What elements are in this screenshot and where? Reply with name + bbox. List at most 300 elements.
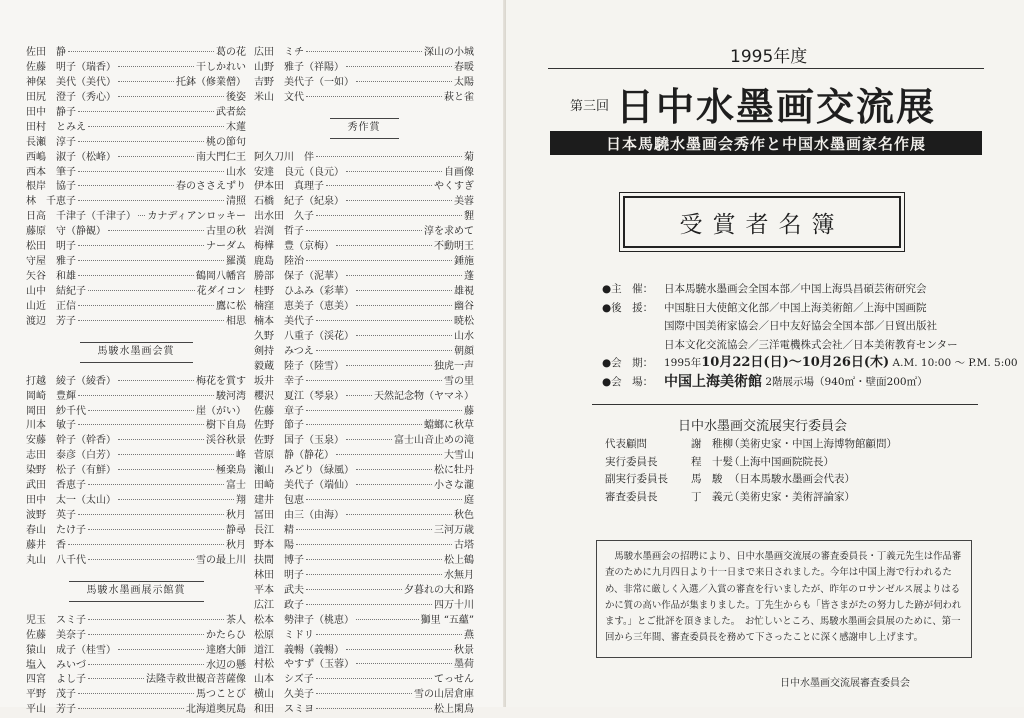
year-label: 1995年度	[730, 47, 808, 67]
work-title: 美蓉	[454, 196, 474, 208]
work-title: 雪の里	[444, 375, 474, 387]
artist-name: 櫻沢 夏江（琴泉）	[254, 390, 344, 402]
leader-dots	[118, 439, 204, 440]
work-title: 托鉢（修業僧）	[176, 76, 246, 88]
artist-name: 村松 やすず（玉蓉）	[254, 659, 355, 671]
leader-dots	[78, 185, 174, 186]
work-title: 花ダイコン	[196, 286, 246, 297]
leader-dots	[88, 559, 194, 560]
artist-name: 渡辺 芳子	[26, 315, 76, 327]
section-heading: 秀作賞	[254, 106, 474, 151]
work-title: 武者絵	[216, 106, 246, 118]
artist-name: 佐藤 美奈子	[26, 629, 86, 641]
award-entry	[254, 76, 474, 91]
artist-name: 林田 明子	[254, 569, 304, 581]
artist-name: 日高 千津子（千津子）	[26, 211, 136, 223]
artist-name: 伊本田 真理子	[254, 181, 324, 193]
committee-affiliation: （日本馬駿水墨画会代表）	[729, 473, 855, 485]
work-title: 雪の最上川	[196, 554, 246, 566]
leader-dots	[118, 156, 194, 157]
artist-name: 山近 正信	[26, 300, 76, 312]
artist-name: 根岸 協子	[26, 181, 76, 193]
section-heading: 馬駿水墨画会賞	[26, 330, 246, 375]
award-entry	[26, 644, 246, 659]
leader-dots	[316, 708, 432, 709]
artist-name: 野本 陽	[254, 539, 294, 551]
exhibition-title: 日中水墨画交流展	[616, 84, 937, 129]
leader-dots	[346, 649, 452, 650]
award-list-column-2	[254, 46, 474, 718]
artist-name: 神保 美代（美代）	[26, 76, 116, 88]
artist-name: 山本 シズ子	[254, 674, 314, 686]
artist-name: 佐野 節子	[254, 420, 304, 432]
award-entry	[254, 180, 474, 195]
artist-name: 広田 ミチ	[254, 47, 304, 58]
award-entry	[26, 464, 246, 479]
leader-dots	[356, 663, 452, 664]
award-entry	[254, 434, 474, 449]
leader-dots	[88, 126, 224, 127]
work-title: 梅花を賞す	[196, 375, 246, 387]
work-title: 蟷螂に秋草	[424, 420, 474, 432]
award-entry	[254, 46, 474, 61]
leader-dots	[316, 215, 462, 216]
artist-name: 矢谷 和雄	[26, 271, 76, 283]
merit-award-entries	[254, 151, 474, 718]
work-title: 大雪山	[444, 450, 474, 462]
award-entry	[254, 464, 474, 479]
work-title: カナディアンロッキー	[147, 211, 246, 223]
committee-person: 丁 義元	[691, 490, 733, 503]
work-title: 秋色	[454, 510, 474, 522]
award-entry	[254, 599, 474, 614]
work-title: 松に牡丹	[434, 465, 474, 477]
award-entry	[254, 673, 474, 688]
award-entry	[254, 300, 474, 315]
work-title: 水無月	[444, 569, 474, 581]
artist-name: 田中 太一（太山）	[26, 495, 116, 507]
artist-name: 鹿島 陸治	[254, 256, 304, 268]
leader-dots	[78, 275, 194, 276]
leader-dots	[356, 619, 419, 620]
general-entries	[254, 46, 474, 106]
leader-dots	[88, 619, 224, 620]
award-entry	[26, 61, 246, 76]
work-title: 松上閑鳥	[434, 704, 474, 716]
artist-name: 梅樺 豊（京梅）	[254, 241, 334, 253]
work-title: 菊	[464, 151, 474, 163]
artist-name: 藤原 守（静観）	[26, 226, 106, 238]
award-entry	[26, 285, 246, 300]
artist-name: 松本 勢津子（桃恵）	[254, 614, 354, 626]
work-title: 駿河湾	[216, 390, 246, 402]
work-title: 朝顔	[454, 345, 474, 357]
work-title: 秋景	[454, 644, 474, 656]
award-entry	[26, 434, 246, 449]
award-entry	[26, 703, 246, 718]
leader-dots	[118, 499, 234, 500]
leader-dots	[78, 424, 204, 425]
award-entry	[26, 524, 246, 539]
work-title: 幽谷	[454, 300, 474, 312]
artist-name: 打越 綾子（綾香）	[26, 375, 116, 387]
work-title: 秋月	[226, 510, 246, 522]
award-entry	[26, 659, 246, 674]
award-entry	[254, 166, 474, 181]
work-title: 不動明王	[434, 241, 474, 253]
work-title: 古塔	[454, 539, 474, 551]
award-entry	[26, 136, 246, 151]
work-title: 太陽	[454, 76, 474, 88]
award-entry	[26, 151, 246, 166]
award-entry	[254, 658, 474, 673]
work-title: 富士山音止めの滝	[394, 435, 474, 447]
leader-dots	[346, 365, 432, 366]
award-entry	[254, 479, 474, 494]
award-entry	[254, 494, 474, 509]
committee-role: 実行委員長	[605, 455, 658, 468]
leader-dots	[336, 245, 432, 246]
work-title: 後姿	[226, 91, 246, 103]
work-title: 藤	[464, 405, 474, 417]
work-title: 墨荷	[454, 659, 474, 671]
leader-dots	[78, 245, 204, 246]
leader-dots	[118, 380, 194, 381]
leader-dots	[306, 574, 442, 575]
leader-dots	[306, 604, 432, 605]
committee-affiliation: （美術史家・美術評論家）	[729, 490, 855, 503]
exhibition-award-entries	[26, 614, 246, 718]
artist-name: 山野 雅子（祥陽）	[254, 61, 344, 73]
work-title: 北海道奥尻島	[186, 704, 246, 716]
leader-dots	[88, 290, 195, 291]
committee-affiliation: （美術史家・中国上海博物館顧問）	[729, 438, 897, 450]
leader-dots	[78, 305, 214, 306]
leader-dots	[306, 380, 442, 381]
work-title: 春暖	[454, 61, 474, 73]
award-entry	[254, 703, 474, 718]
artist-name: 建井 包恵	[254, 495, 304, 507]
artist-name: 道江 義暢（義暢）	[254, 644, 344, 656]
committee-person: 謝 稚柳	[691, 438, 733, 450]
work-title: 春のささえずり	[176, 181, 246, 193]
leader-dots	[68, 51, 214, 52]
award-entry	[26, 390, 246, 405]
award-entry	[26, 210, 246, 225]
leader-dots	[306, 589, 402, 590]
section-heading: 馬駿水墨画展示館賞	[26, 569, 246, 614]
work-title: 極楽鳥	[216, 465, 246, 477]
award-entry	[254, 225, 474, 240]
masun-award-entries	[26, 375, 246, 569]
award-entry	[254, 255, 474, 270]
award-entry	[26, 673, 246, 688]
work-title: 木蓮	[226, 121, 246, 133]
leader-dots	[346, 66, 452, 67]
committee-role: 副実行委員長	[605, 473, 668, 485]
work-title: 雄視	[454, 286, 474, 298]
divider	[592, 404, 978, 405]
leader-dots	[346, 514, 452, 515]
leader-dots	[356, 305, 452, 306]
work-title: 山水	[454, 330, 474, 342]
award-entry	[26, 539, 246, 554]
leader-dots	[78, 200, 224, 201]
leader-dots	[316, 634, 462, 635]
work-title: 山水	[226, 166, 246, 178]
leader-dots	[356, 484, 432, 485]
artist-name: 安達 良元（良元）	[254, 166, 344, 178]
work-title: 馬つことび	[196, 689, 246, 701]
leader-dots	[316, 156, 462, 157]
leader-dots	[356, 81, 452, 82]
artist-name: 阿久刀川 伴	[254, 151, 314, 163]
award-entry	[26, 375, 246, 390]
committee-row	[605, 471, 897, 489]
artist-name: 吉野 美代子（一如）	[254, 76, 354, 88]
leader-dots	[316, 320, 452, 321]
leader-dots	[88, 634, 204, 635]
leader-dots	[306, 424, 422, 425]
award-entry	[254, 360, 474, 375]
signature: 日中水墨画交流展審査委員会	[780, 678, 910, 689]
leader-dots	[346, 439, 392, 440]
award-entry	[254, 330, 474, 345]
leader-dots	[78, 320, 224, 321]
artist-name: 和田 スミヨ	[254, 704, 314, 716]
award-list-column-1	[26, 46, 246, 718]
work-title: 桃の節句	[206, 136, 246, 148]
work-title: 松上鶴	[444, 554, 474, 566]
artist-name: 佐藤 章子	[254, 405, 304, 417]
award-entry	[26, 629, 246, 644]
work-title: 獅里 “五蘊”	[420, 614, 474, 626]
subtitle-banner: 日本馬驍水墨画会秀作と中国水墨画家名作展	[550, 131, 982, 155]
review-note: 馬駿水墨画会の招聘により、日中水墨画交流展の審査委員長・丁義元先生は作品審査のために九月四日より十一日まで来日されました。今年は中国上海で行われるため、非常に厳しく入選／入賞の審査を行いましたが、昨年のロサンゼルス展よりはるかに質の高い作品が集まりました。丁先生からも「皆さまがたの努力した跡が伺われます。」とご批評を頂きました。 お忙しいところ、馬駿水墨画会員展のために、第一回から三年間、審査委員長を務めて下さったことに深く感謝申し上げます。	[596, 540, 972, 658]
award-entry	[254, 554, 474, 569]
committee-role: 審査委員長	[605, 490, 658, 503]
artist-name: 佐野 国子（玉泉）	[254, 435, 344, 447]
general-entries	[26, 46, 246, 330]
leader-dots	[306, 410, 462, 411]
artist-name: 平野 茂子	[26, 689, 76, 701]
work-title: 羅漢	[226, 256, 246, 268]
leader-dots	[306, 559, 442, 560]
award-entry	[254, 509, 474, 524]
artist-name: 坂井 幸子	[254, 375, 304, 387]
award-entry	[26, 46, 246, 61]
award-entry	[26, 554, 246, 569]
leader-dots	[306, 96, 442, 97]
work-title: 庭	[464, 495, 474, 507]
artist-name: 平山 芳子	[26, 704, 76, 716]
work-title: 水辺の懸	[206, 659, 246, 671]
award-entry	[254, 419, 474, 434]
leader-dots	[346, 395, 372, 396]
leader-dots	[88, 484, 224, 485]
work-title: 四万十川	[434, 599, 474, 611]
leader-dots	[108, 230, 204, 231]
work-title: 清照	[226, 196, 246, 208]
work-title: 静尋	[226, 525, 246, 537]
event-info: ●主 催： 日本馬驍水墨画会全国本部／中国上海呉昌碩芸術研究会 ●後 援： 中国駐日大使館文化部／中国上海美術館／上海中国画院 国際中国美術家協会／日中友好協会全国本部／日貿出版社 日本文化交流協会／三洋電機株式会社／日本美術教育センター ●会 期： 1995年 10月22日(日)〜10月26日(木) A.M. 10:00 〜 P.M. 5:00 ●会 場： 中国上海美術館 2階展示場（940㎡・壁面200㎡）	[602, 283, 1018, 390]
work-title: ナーダム	[206, 241, 246, 253]
work-title: 貍	[464, 211, 474, 223]
committee-role: 代表顧問	[605, 438, 647, 450]
leader-dots	[78, 395, 214, 396]
award-entry	[26, 180, 246, 195]
artist-name: 志田 泰彦（白芳）	[26, 450, 116, 462]
work-title: 相思	[226, 315, 246, 327]
artist-name: 山中 結紀子	[26, 286, 86, 297]
award-entry	[26, 419, 246, 434]
award-entry	[254, 240, 474, 255]
leader-dots	[306, 230, 422, 231]
leader-dots	[78, 141, 204, 142]
work-title: 淳を求めて	[424, 226, 474, 238]
artist-name: 毅蔵 陸子（陸雪）	[254, 360, 344, 372]
award-entry	[254, 614, 474, 629]
award-entry	[26, 449, 246, 464]
award-entry	[26, 76, 246, 91]
leader-dots	[316, 350, 452, 351]
artist-name: 桂野 ひふみ（彩華）	[254, 286, 354, 298]
artist-name: 佐藤 明子（瑞香）	[26, 61, 116, 73]
artist-name: 田中 静子	[26, 106, 76, 118]
artist-name: 田崎 美代子（端仙）	[254, 480, 354, 492]
divider	[548, 68, 984, 69]
artist-name: 林 千恵子	[26, 196, 76, 208]
artist-name: 久野 八重子（渓花）	[254, 330, 354, 342]
work-title: 暁松	[454, 315, 474, 327]
leader-dots	[316, 678, 432, 679]
award-entry	[26, 494, 246, 509]
list-title-box: 受賞者名簿	[623, 196, 901, 248]
leader-dots	[78, 171, 224, 172]
left-page	[0, 0, 506, 716]
award-entry	[26, 315, 246, 330]
artist-name: 松田 明子	[26, 241, 76, 253]
work-title: 崖（がい）	[196, 405, 246, 417]
award-entry	[26, 91, 246, 106]
committee-person: 程 十髪	[691, 455, 733, 468]
leader-dots	[346, 200, 452, 201]
leader-dots	[336, 454, 442, 455]
work-title: 翔	[236, 495, 246, 507]
work-title: 南大門仁王	[196, 151, 246, 163]
award-entry	[254, 405, 474, 420]
artist-name: 岡田 紗千代	[26, 405, 86, 417]
leader-dots	[346, 171, 442, 172]
award-entry	[26, 225, 246, 240]
award-entry	[26, 270, 246, 285]
committee-list	[605, 436, 897, 506]
artist-name: 波野 英子	[26, 510, 76, 522]
artist-name: 守屋 雅子	[26, 256, 76, 268]
work-title: 鷹に松	[216, 300, 246, 312]
work-title: 法隆寺救世観音菩薩像	[146, 674, 246, 686]
committee-row	[605, 489, 897, 507]
leader-dots	[118, 96, 224, 97]
artist-name: 冨田 由三（由海）	[254, 510, 344, 522]
artist-name: 広江 政子	[254, 599, 304, 611]
award-entry	[26, 166, 246, 181]
award-entry	[254, 584, 474, 599]
artist-name: 平本 武夫	[254, 584, 304, 596]
artist-name: 岡崎 豊輝	[26, 390, 76, 402]
work-title: 秋月	[226, 539, 246, 551]
artist-name: 藤井 香	[26, 539, 66, 551]
artist-name: 菅原 静（静花）	[254, 450, 334, 462]
committee-title: 日中水墨画交流展実行委員会	[678, 419, 848, 434]
work-title: 三河万歳	[434, 525, 474, 537]
work-title: 天然記念物（ヤマネ）	[374, 390, 474, 402]
work-title: 富士	[226, 480, 246, 492]
leader-dots	[306, 499, 462, 500]
leader-dots	[306, 51, 422, 52]
leader-dots	[356, 469, 432, 470]
edition-label: 第三回	[570, 99, 610, 114]
leader-dots	[88, 410, 194, 411]
award-entry	[254, 644, 474, 659]
award-entry	[26, 106, 246, 121]
work-title: 干しかれい	[196, 61, 246, 73]
work-title: 深山の小城	[424, 47, 474, 58]
leader-dots	[78, 514, 224, 515]
award-entry	[26, 240, 246, 255]
work-title: 葛の花	[216, 47, 246, 58]
work-title: 渓谷秋景	[206, 435, 246, 447]
artist-name: 楠窪 恵美子（恵美）	[254, 300, 354, 312]
work-title: 小さな瀧	[434, 480, 474, 492]
award-entry	[254, 91, 474, 106]
leader-dots	[88, 664, 204, 665]
leader-dots	[306, 260, 452, 261]
work-title: 錘施	[454, 256, 474, 268]
leader-dots	[118, 649, 204, 650]
artist-name: 猿山 成子（桂雪）	[26, 644, 116, 656]
award-entry	[254, 539, 474, 554]
leader-dots	[78, 693, 194, 694]
artist-name: 佐田 静	[26, 47, 66, 58]
artist-name: 扶間 博子	[254, 554, 304, 566]
award-entry	[254, 61, 474, 76]
leader-dots	[356, 290, 452, 291]
award-entry	[254, 375, 474, 390]
award-entry	[254, 569, 474, 584]
award-entry	[254, 449, 474, 464]
award-entry	[26, 479, 246, 494]
award-entry	[26, 121, 246, 136]
committee-row	[605, 454, 897, 472]
artist-name: 西本 筆子	[26, 166, 76, 178]
work-title: 峰	[236, 450, 246, 462]
leader-dots	[356, 335, 452, 336]
artist-name: 田尻 澄子（秀心）	[26, 91, 116, 103]
artist-name: 横山 久美子	[254, 689, 314, 701]
work-title: 鶴岡八幡宮	[196, 271, 246, 283]
award-entry	[254, 151, 474, 166]
leader-dots	[88, 678, 144, 679]
artist-name: 四宮 よし子	[26, 674, 86, 686]
committee-person: 馬 駿	[691, 473, 723, 485]
award-entry	[26, 255, 246, 270]
artist-name: 勝部 保子（泥華）	[254, 271, 344, 283]
award-entry	[254, 315, 474, 330]
work-title: 茶人	[226, 614, 246, 626]
leader-dots	[296, 544, 452, 545]
award-entry	[254, 524, 474, 539]
